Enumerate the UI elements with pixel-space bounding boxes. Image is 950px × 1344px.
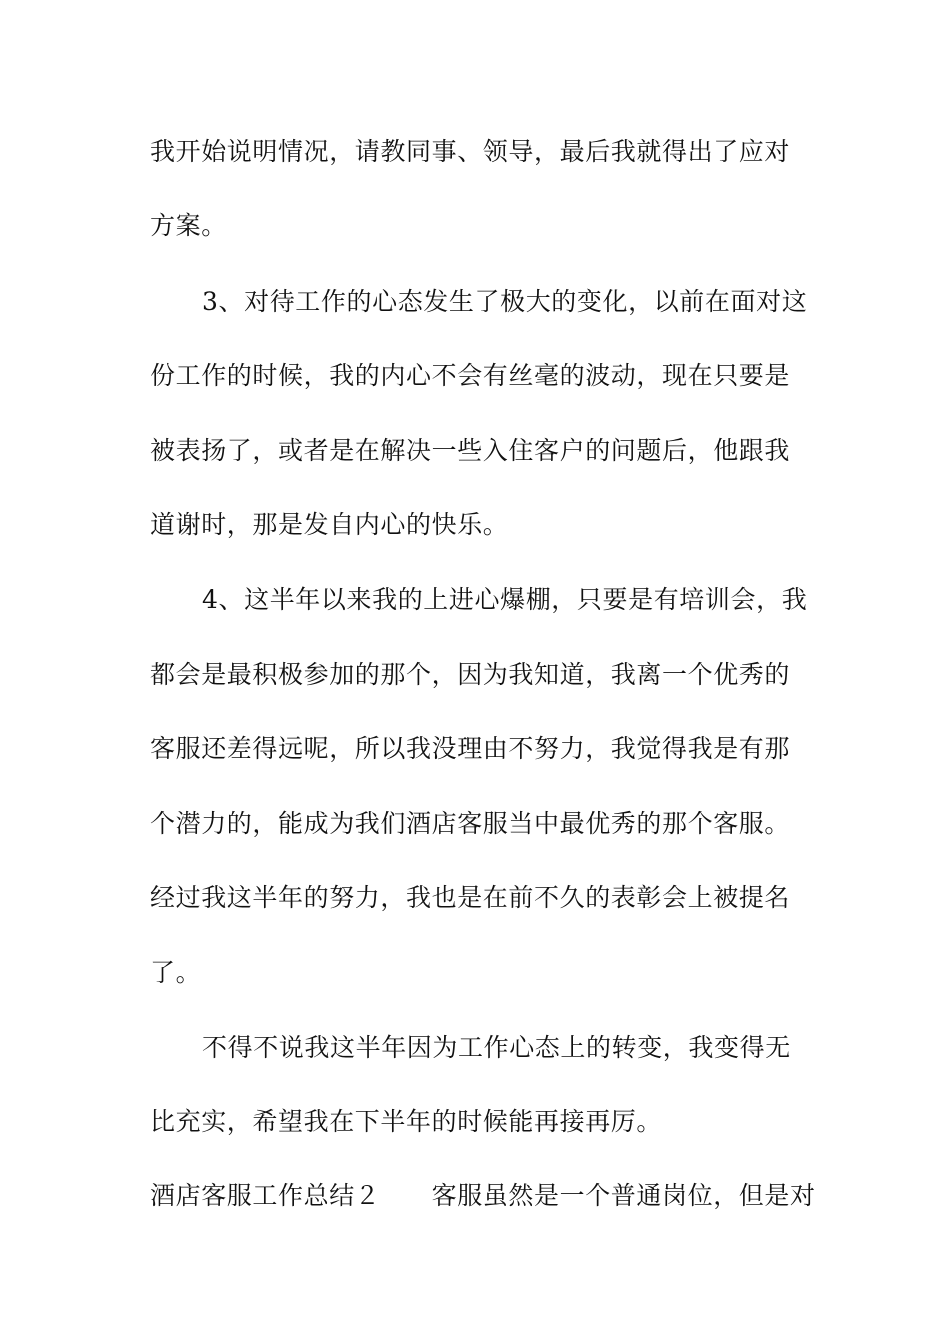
text-line-11: 经过我这半年的努力，我也是在前不久的表彰会上被提名	[150, 883, 791, 912]
text-line-2: 方案。	[150, 211, 227, 240]
text-line-7: 4、这半年以来我的上进心爆棚，只要是有培训会，我	[202, 585, 808, 614]
text-line-14: 比充实，希望我在下半年的时候能再接再厉。	[150, 1107, 663, 1136]
text-line-13: 不得不说我这半年因为工作心态上的转变，我变得无	[202, 1033, 791, 1062]
text-line-3: 3、对待工作的心态发生了极大的变化，以前在面对这	[202, 287, 808, 316]
text-line-1: 我开始说明情况，请教同事、领导，最后我就得出了应对	[150, 137, 791, 166]
text-line-6: 道谢时，那是发自内心的快乐。	[150, 510, 509, 539]
text-line-12: 了。	[150, 958, 202, 987]
text-line-10: 个潜力的，能成为我们酒店客服当中最优秀的那个客服。	[150, 809, 791, 838]
text-line-15: 酒店客服工作总结２ 客服虽然是一个普通岗位，但是对	[150, 1181, 816, 1210]
text-line-8: 都会是最积极参加的那个，因为我知道，我离一个优秀的	[150, 660, 791, 689]
text-line-5: 被表扬了，或者是在解决一些入住客户的问题后，他跟我	[150, 436, 791, 465]
text-line-4: 份工作的时候，我的内心不会有丝毫的波动，现在只要是	[150, 361, 791, 390]
text-line-9: 客服还差得远呢，所以我没理由不努力，我觉得我是有那	[150, 734, 791, 763]
